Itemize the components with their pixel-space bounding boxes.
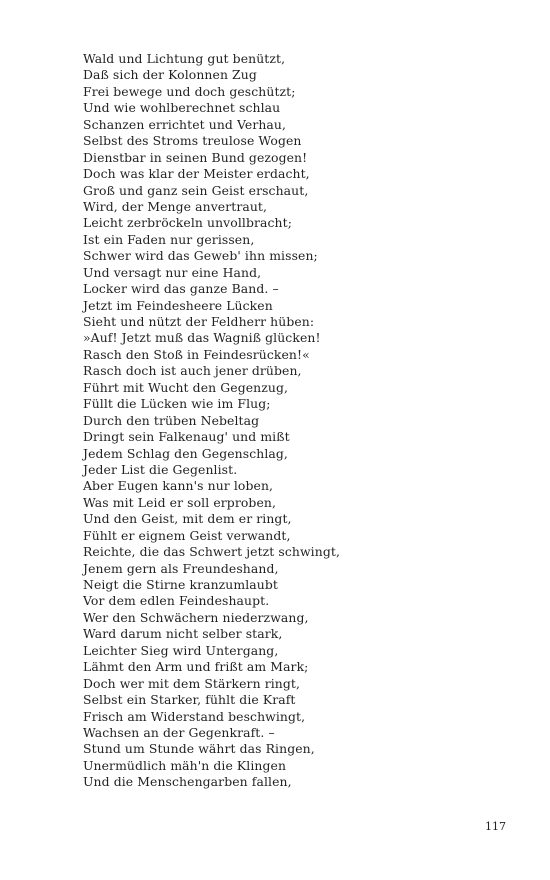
poem-line: Wer den Schwächern niederzwang, (83, 609, 309, 625)
poem-line: Dringt sein Falkenaug' und mißt (83, 429, 290, 445)
poem-line: Und versagt nur eine Hand, (83, 264, 262, 280)
poem-line: Reichte, die das Schwert jetzt schwingt, (83, 544, 340, 560)
poem-line: Und die Menschengarben fallen, (83, 774, 292, 790)
poem-line: Ist ein Faden nur gerissen, (83, 231, 255, 247)
poem-line: Neigt die Stirne kranzumlaubt (83, 577, 278, 592)
poem-line: Aber Eugen kann's nur loben, (83, 478, 274, 494)
poem-line: Dienstbar in seinen Bund gezogen! (83, 149, 308, 165)
poem-line: Was mit Leid er soll erproben, (83, 494, 276, 510)
poem-line: Groß und ganz sein Geist erschaut, (83, 182, 309, 198)
poem-line: Vor dem edlen Feindeshaupt. (83, 593, 270, 609)
poem-line: Unermüdlich mäh'n die Klingen (83, 757, 287, 773)
poem-line: Und den Geist, mit dem er ringt, (83, 511, 292, 527)
poem-line: Locker wird das ganze Band. – (83, 281, 279, 297)
poem-line: Sieht und nützt der Feldherr hüben: (83, 314, 315, 329)
poem-line: Schanzen errichtet und Verhau, (83, 116, 287, 132)
poem-text (83, 51, 503, 791)
poem-line: Jedem Schlag den Gegenschlag, (83, 445, 288, 461)
poem-line: Und wie wohlberechnet schlau (83, 100, 281, 116)
poem-line: Wird, der Menge anvertraut, (83, 198, 268, 214)
poem-line: Wachsen an der Gegenkraft. – (83, 724, 275, 740)
poem-line: Schwer wird das Geweb' ihn missen; (83, 248, 318, 264)
poem-line: Fühlt er eignem Geist verwandt, (83, 527, 291, 543)
poem-line: Selbst des Stroms treulose Wogen (83, 133, 302, 149)
poem-line: »Auf! Jetzt muß das Wagniß glücken! (83, 330, 321, 346)
poem-line: Selbst ein Starker, fühlt die Kraft (83, 692, 296, 708)
poem-line: Leicht zerbröckeln unvollbracht; (83, 215, 292, 231)
poem-line: Leichter Sieg wird Untergang, (83, 642, 279, 658)
poem-line: Führt mit Wucht den Gegenzug, (83, 379, 289, 395)
poem-line: Rasch doch ist auch jener drüben, (83, 363, 302, 379)
poem-line: Wald und Lichtung gut benützt, (83, 51, 286, 66)
poem-line: Stund um Stunde währt das Ringen, (83, 741, 315, 757)
poem-line: Jetzt im Feindesheere Lücken (83, 297, 273, 313)
poem-line: Rasch den Stoß in Feindesrücken!« (83, 346, 310, 362)
poem-line: Ward darum nicht selber stark, (83, 626, 283, 642)
poem-line: Durch den trüben Nebeltag (83, 412, 260, 428)
poem-line: Lähmt den Arm und frißt am Mark; (83, 659, 309, 675)
poem-line: Frei bewege und doch geschützt; (83, 83, 296, 99)
poem-line: Doch wer mit dem Stärkern ringt, (83, 675, 301, 691)
poem-line: Jeder List die Gegenlist. (83, 461, 238, 477)
poem-line: Jenem gern als Freundeshand, (83, 560, 279, 576)
poem-line: Füllt die Lücken wie im Flug; (83, 396, 271, 412)
poem-line: Daß sich der Kolonnen Zug (83, 67, 257, 83)
page-number: 117 (485, 820, 506, 833)
poem-line: Doch was klar der Meister erdacht, (83, 166, 310, 182)
poem-line: Frisch am Widerstand beschwingt, (83, 708, 306, 724)
